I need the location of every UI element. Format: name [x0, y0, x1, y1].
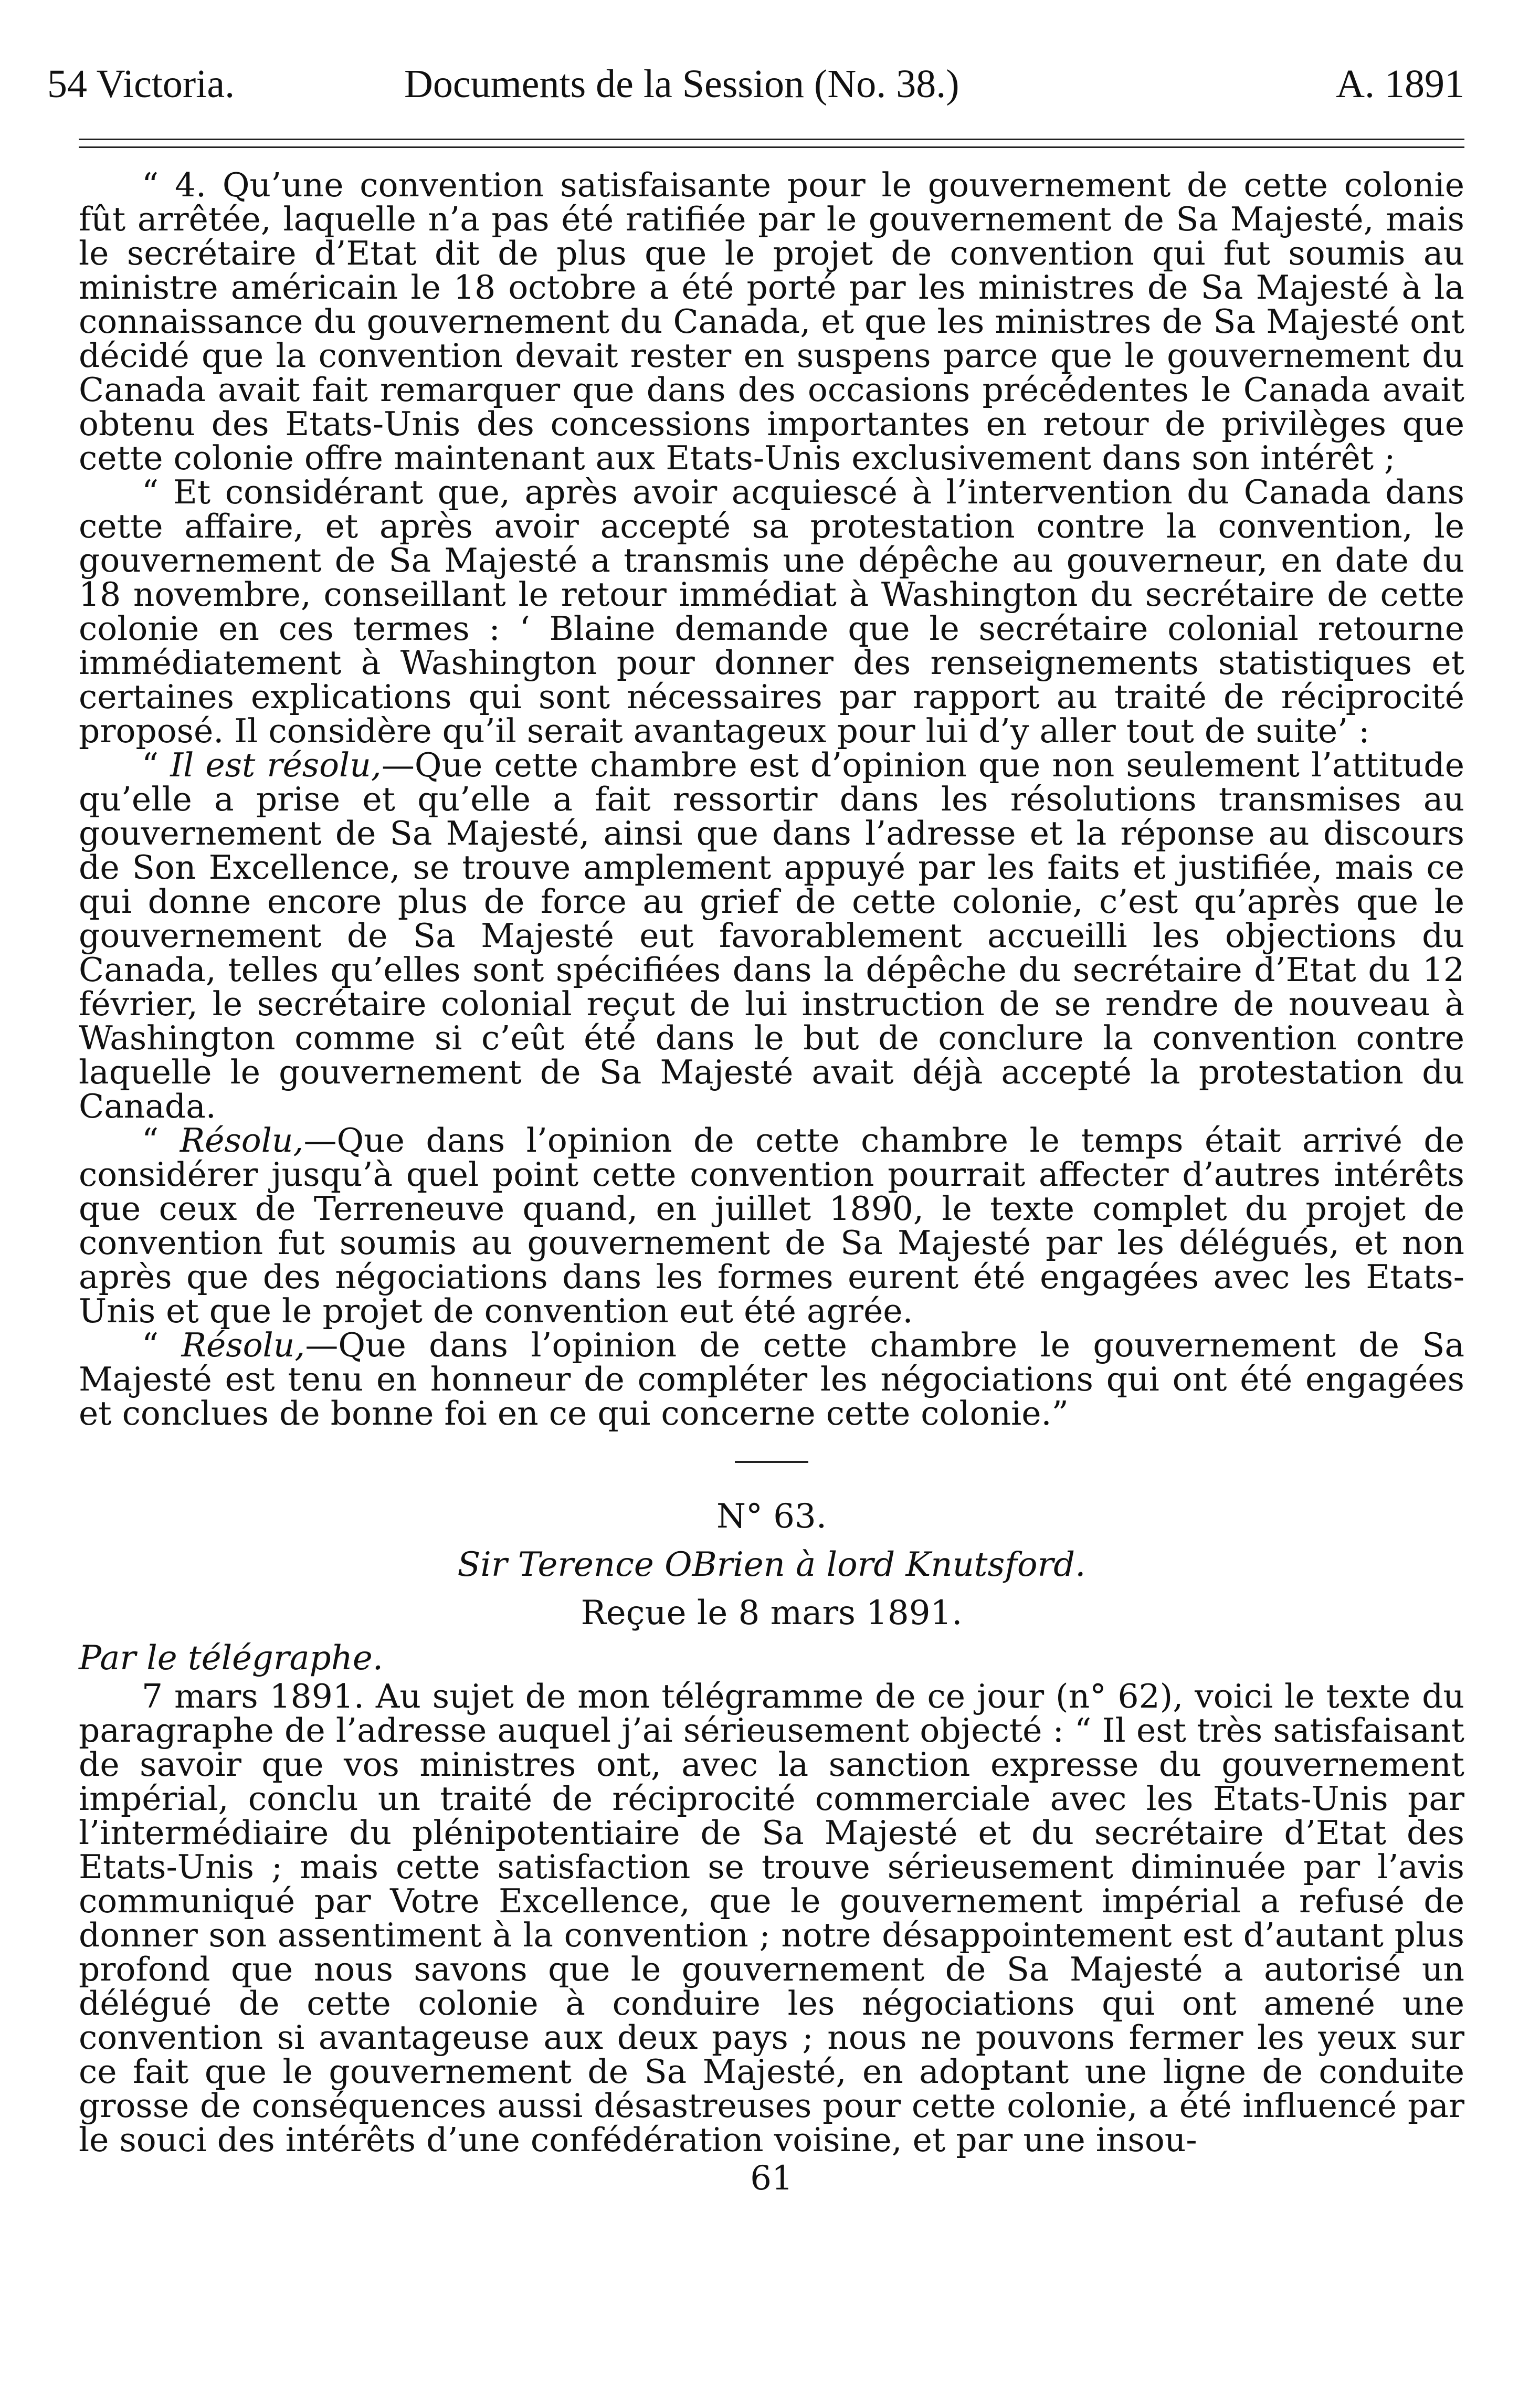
quote-open: “ — [142, 1326, 182, 1364]
document-transmission: Par le télégraphe. — [79, 1639, 384, 1678]
page — [47, 52, 1465, 2198]
resolution-text: —Que cette chambre est d’opinion que non seulement l’attitude qu’elle a prise et qu’elle a fait ressortir dans les résolutions transmises au gouvernement de Sa Majesté, ainsi que dans l’adresse et la réponse au discours de Son Excellence, se trouve amplement appuyé par les faits et justifiée, mais ce qui donne encore plus de force au grief de cette colonie, c’est qu’après que le gouvernement de Sa Majesté eut favorablement accueilli les objections du Canada, telles qu’elles sont spécifiées dans la dépêche du secrétaire d’Etat du 12 février, le secrétaire colonial reçut de lui instruction de se rendre de nouveau à Washington comme si c’eût été dans le but de conclure la convention contre laquelle le gouvernement de Sa Majesté avait déjà accepté la protestation du Canada. — [79, 746, 1464, 1125]
paragraph-resolution-3 — [79, 1326, 1465, 1433]
paragraph-resolution-2 — [79, 1123, 1464, 1328]
paragraph-4: “ 4. Qu’une convention satisfaisante pour le gouvernement de cette colonie fût arrêtée, laquelle n’a pas été ratifiée par le gouvernement de Sa Majesté, mais le secrétaire d’Etat dit de plus que le projet de convention qui fut soumis au ministre américain le 18 octobre a été porté par les ministres de Sa Majesté à la connaissance du gouvernement du Canada, et que les ministres de Sa Majesté ont décidé que la convention devait rester en suspens parce que le gouvernement du Canada avait fait remarquer que dans des occasions précédentes le Canada avait obtenu des Etats-Unis des concessions importantes en retour de privilèges que cette colonie offre maintenant aux Etats-Unis exclusivement dans son intérêt ; — [79, 166, 1464, 477]
header-session-year: 54 Victoria. — [47, 62, 235, 106]
telegram-text: 7 mars 1891. Au sujet de mon télégramme de ce jour (n° 62), voici le texte du paragraphe de l’adresse auquel j’ai sérieusement objecté : “ Il est très satisfaisant de savoir que vos ministres ont, avec la sanction expresse du gouvernement impérial, conclu un traité de réciprocité commerciale avec les Etats-Unis par l’intermédiaire du plénipotentiaire de Sa Majesté et du secrétaire d’Etat des Etats-Unis ; mais cette satisfaction se trouve sérieusement diminuée par l’avis communiqué par Votre Excellence, que le gouvernement impérial a refusé de donner son assentiment à la convention ; notre désappointement est d’autant plus profond que nous savons que le gouvernement de Sa Majesté a autorisé un délégué de cette colonie à conduire les négociations qui ont amené une convention si avantageuse aux deux pays ; nous ne pouvons fermer les yeux sur ce fait que le gouvernement de Sa Majesté, en adoptant une ligne de conduite grosse de conséquences aussi désastreuses pour cette colonie, a été influencé par le souci des intérêts d’une confédération voisine, et par une insou- — [79, 1677, 1464, 2159]
resolution-lead: Résolu, — [180, 1121, 304, 1160]
paragraph-resolution-1 — [79, 748, 1464, 1123]
section-divider — [735, 1461, 808, 1463]
main-text — [79, 168, 1464, 2197]
running-head — [47, 52, 1464, 115]
resolution-lead: Il est résolu, — [170, 746, 382, 784]
resolution-text: —Que dans l’opinion de cette chambre le temps était arrivé de considérer jusqu’à quel point cette convention pourrait affecter d’autres intérêts que ceux de Terreneuve quand, en juillet 1890, le texte complet du projet de convention fut soumis au gouvernement de Sa Majesté par les délégués, et non après que des négociations dans les formes eurent été engagées avec les Etats-Unis et que le projet de convention eut été agrée. — [79, 1121, 1465, 1330]
header-double-rule — [79, 139, 1464, 148]
page-number: 61 — [750, 2159, 793, 2198]
document-number: N° 63. — [716, 1497, 827, 1536]
paragraph-considerant: “ Et considérant que, après avoir acquiescé à l’intervention du Canada dans cette affaire, et après avoir accepté sa protestation contre la convention, le gouvernement de Sa Majesté a transmis une dépêche au gouverneur, en date du 18 novembre, conseillant le retour immédiat à Washington du secrétaire de cette colonie en ces termes : ‘ Blaine demande que le secrétaire colonial retourne immédiatement à Washington pour donner des renseignements statistiques et certaines explications qui sont nécessaires par rapport au traité de réciprocité proposé. Il considère qu’il serait avantageux pour lui d’y aller tout de suite’ : — [79, 473, 1464, 750]
quote-open: “ — [142, 746, 171, 784]
document-title: Sir Terence OBrien à lord Knutsford. — [457, 1545, 1086, 1584]
document-received-date: Reçue le 8 mars 1891. — [581, 1594, 963, 1633]
header-document-title: Documents de la Session (No. 38.) — [404, 62, 959, 106]
quote-open: “ — [142, 1121, 180, 1160]
header-year: A. 1891 — [1336, 62, 1464, 106]
resolution-lead: Résolu, — [181, 1326, 305, 1364]
resolution-text: —Que dans l’opinion de cette chambre le gouvernement de Sa Majesté est tenu en honneur de compléter les négociations qui ont été engagées et conclues de bonne foi en ce qui concerne cette colonie.” — [79, 1326, 1465, 1433]
